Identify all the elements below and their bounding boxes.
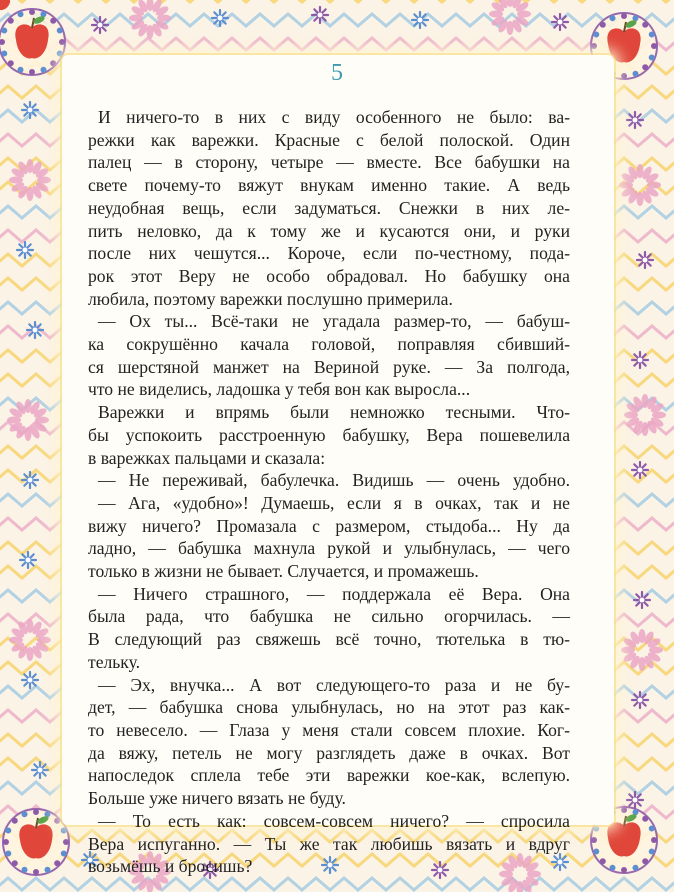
star-flower-icon (632, 692, 648, 708)
star-flower-icon (212, 10, 228, 26)
text-line: рок этот Веру не особо обрадовал. Но бабушку она (88, 265, 570, 286)
text-line: напоследок сплела тебе эти варежки кое-как, вслепую. (88, 765, 570, 786)
text-line: ладно, — бабушка махнула рукой и улыбнулась, — чего (88, 538, 570, 559)
text-line: В следующий раз свяжешь всё точно, тютелька в тю- (88, 629, 570, 650)
text-line: Больше уже ничего вязать не буду. (88, 788, 346, 809)
text-line: неудобная вещь, если задуматься. Снежки в них ле- (88, 197, 570, 218)
text-line: режки как варежки. Красные с белой полоской. Один (88, 129, 570, 150)
star-flower-icon (27, 322, 43, 338)
text-line: да вяжу, петель не могу разглядеть даже в очках. Вот (88, 742, 570, 763)
text-line: И ничего-то в них с виду особенного не было: ва- (98, 107, 570, 127)
text-line: Вера испуганно. — Ты же так любишь вязать и вдруг (88, 833, 570, 854)
star-flower-icon (627, 792, 643, 808)
star-flower-icon (637, 252, 653, 268)
sun-flower-icon (9, 619, 51, 661)
star-flower-icon (22, 102, 38, 118)
star-flower-icon (22, 672, 38, 688)
text-line: Варежки и впрямь были немножко тесными. Что- (98, 402, 570, 423)
star-flower-icon (412, 12, 428, 28)
text-line: то невесело. — Глаза у меня стали совсем плохие. Ког- (88, 719, 570, 740)
text-line: пить неловко, да к тому же и кусаются они, и руки (88, 220, 570, 241)
text-line: была рада, что бабушка не сильно огорчилась. — (88, 606, 570, 627)
text-line: ся шерстяной манжет на Вериной руке. — За полгода, (88, 356, 570, 377)
star-flower-icon (632, 462, 648, 478)
text-line: — То есть как: совсем-совсем ничего? — спросила (98, 810, 570, 831)
text-line: возьмёшь и бросишь? (88, 856, 253, 877)
text-line: ка сокрушённо качала головой, поправляя сбивший- (88, 334, 570, 355)
text-line: только в жизни не бывает. Случается, и промажешь. (88, 561, 479, 582)
text-line: тельку. (88, 651, 141, 672)
text-line: бы успокоить расстроенную бабушку, Вера пошевелила (88, 424, 570, 445)
star-flower-icon (627, 112, 643, 128)
star-flower-icon (634, 592, 650, 608)
text-line: — Эх, внучка... А вот следующего-то раза и не бу- (98, 674, 570, 695)
star-flower-icon (632, 352, 648, 368)
star-flower-icon (22, 472, 38, 488)
text-line: — Не переживай, бабулечка. Видишь — очень удобно. (98, 470, 570, 491)
text-line: любила, поэтому варежки послушно примерила. (88, 288, 453, 309)
text-line: что не виделись, ладошка у тебя вон как выросла... (88, 379, 471, 400)
text-line: — Ничего страшного, — поддержала её Вера. Она (98, 583, 570, 604)
text-line: — Ага, «удобно»! Думаешь, если я в очках, так и не (98, 492, 570, 513)
star-flower-icon (32, 762, 48, 778)
text-line: дет, — бабушка снова улыбнулась, но на этот раз как- (88, 697, 570, 718)
text-line: — Ох ты... Всё-таки не угадала размер-то, — бабуш- (98, 311, 570, 332)
text-line: в варежках пальцами и сказала: (88, 447, 326, 468)
page-number: 5 (331, 60, 343, 86)
star-flower-icon (312, 7, 328, 23)
apple-icon (3, 809, 69, 875)
text-line: палец — в сторону, четыре — вместе. Все бабушки на (88, 152, 570, 173)
body-text (88, 106, 570, 878)
star-flower-icon (20, 552, 36, 568)
text-line: после них чешутся... Короче, если по-честному, пода- (88, 243, 570, 264)
star-flower-icon (17, 242, 33, 258)
text-line: вижу ничего? Промазала с размером, стыдоба... Ну да (88, 515, 570, 536)
sun-flower-icon (129, 0, 171, 39)
star-flower-icon (92, 17, 108, 33)
sun-flower-icon (619, 164, 661, 206)
star-flower-icon (552, 14, 568, 30)
text-line: свете почему-то вяжут внукам именно такие. А ведь (88, 175, 570, 196)
